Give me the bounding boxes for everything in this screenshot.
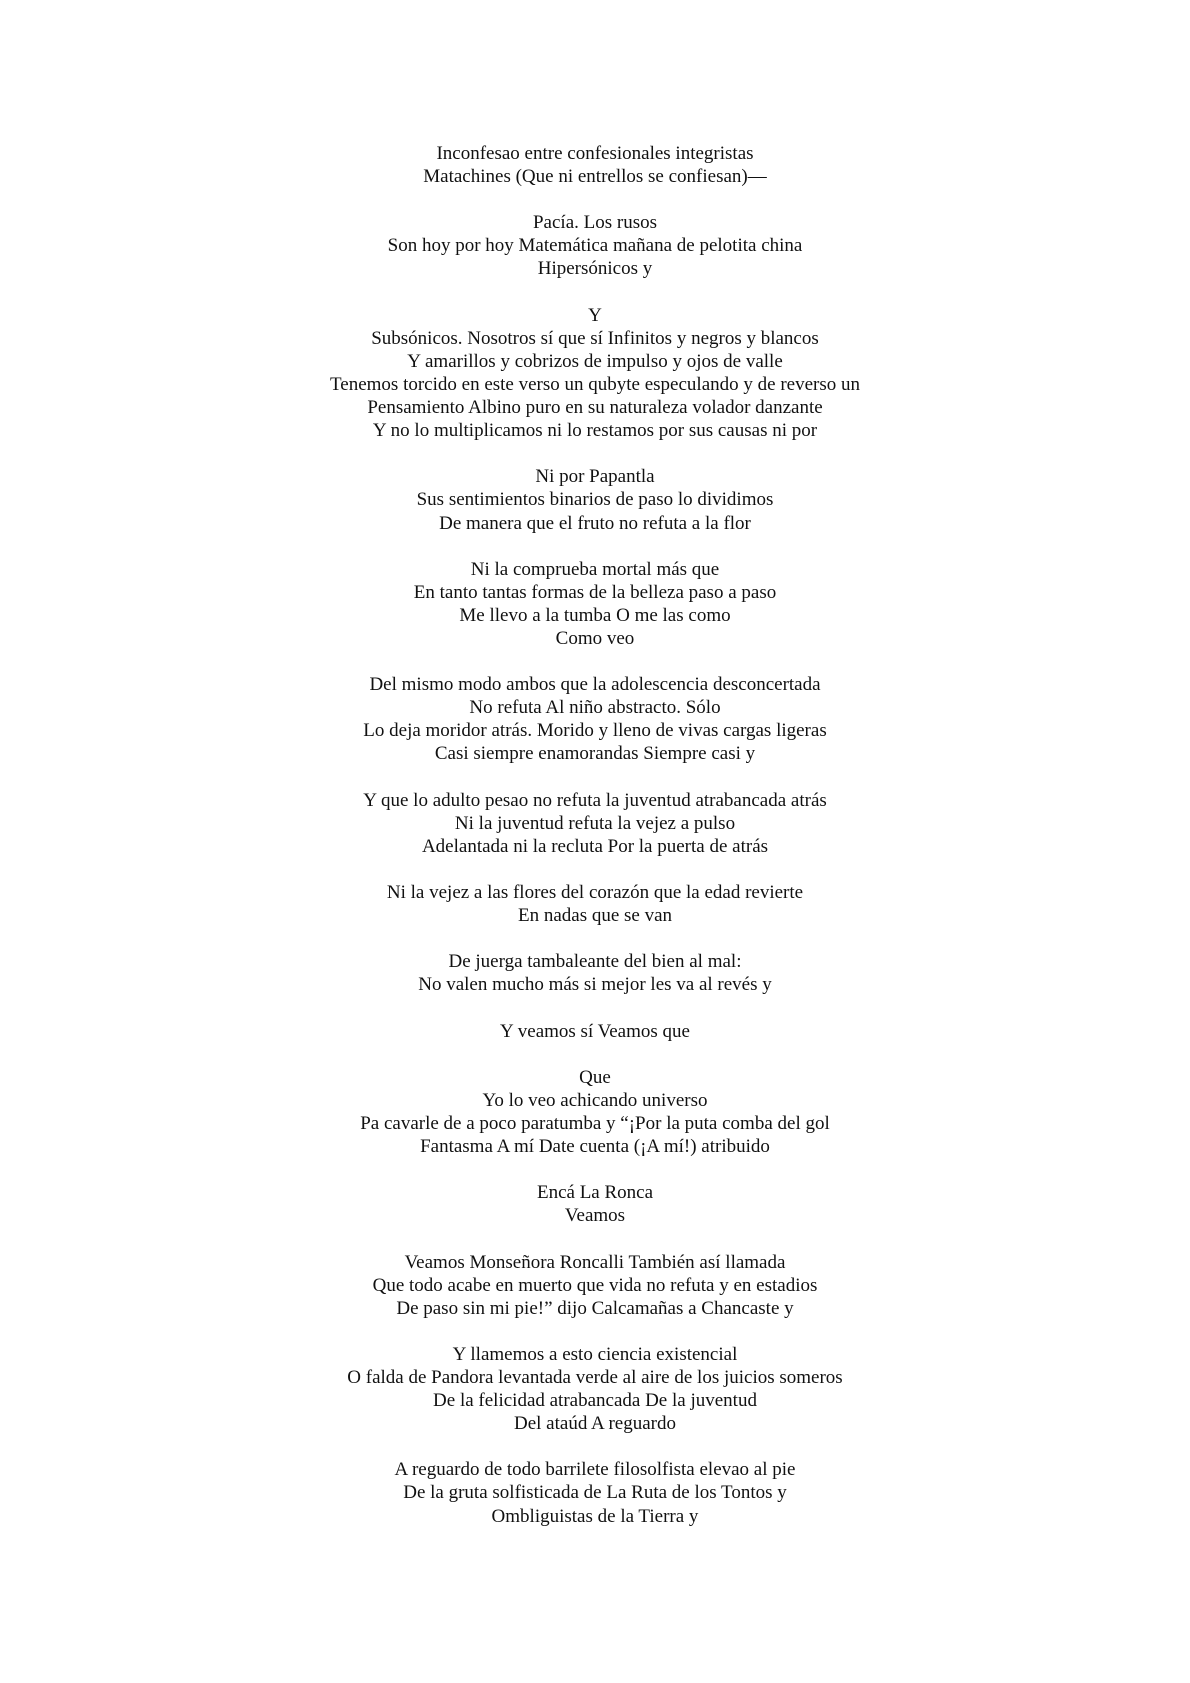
poem-line: De paso sin mi pie!” dijo Calcamañas a Chancaste y [396, 1297, 794, 1319]
poem-line: Inconfesao entre confesionales integristas [436, 143, 754, 164]
poem-line: De la gruta solfisticada de La Ruta de los Tontos y [403, 1482, 787, 1504]
poem-line: Como veo [555, 627, 635, 649]
poem-line: Hipersónicos y [537, 258, 653, 280]
poem-line: Lo deja moridor atrás. Morido y lleno de vivas cargas ligeras [363, 720, 827, 742]
poem-line: Y que lo adulto pesao no refuta la juventud atrabancada atrás [363, 789, 827, 811]
stanza [0, 1343, 1190, 1435]
poem-line: Me llevo a la tumba O me las como [459, 604, 731, 626]
poem-line: Ni por Papantla [535, 466, 655, 488]
poem-line: Del ataúd A reguardo [514, 1413, 676, 1435]
stanza [0, 1181, 1190, 1227]
stanza [0, 789, 1190, 858]
stanza [0, 304, 1190, 443]
poem-line: O falda de Pandora levantada verde al aire de los juicios someros [347, 1366, 843, 1388]
poem-line: Que [579, 1066, 611, 1088]
poem-line: De manera que el fruto no refuta a la flor [439, 512, 751, 534]
poem-line: Adelantada ni la recluta Por la puerta de atrás [421, 835, 769, 857]
stanza [0, 211, 1190, 280]
poem-line: Sus sentimientos binarios de paso lo dividimos [416, 489, 774, 511]
poem-line: Del mismo modo ambos que la adolescencia desconcertada [369, 674, 821, 696]
poem-line: Ombliguistas de la Tierra y [491, 1505, 699, 1527]
poem-line: Pacía. Los rusos [532, 212, 657, 234]
stanza [0, 1458, 1190, 1527]
poem-line: Veamos Monseñora Roncalli También así llamada [404, 1251, 786, 1273]
poem-line: En nadas que se van [517, 905, 673, 927]
poem-line: Ni la juventud refuta la vejez a pulso [454, 812, 736, 834]
poem-line: Y llamemos a esto ciencia existencial [452, 1343, 738, 1365]
poem-line: Que todo acabe en muerto que vida no refuta y en estadios [372, 1274, 818, 1296]
poem-line: Matachines (Que ni entrellos se confiesan)— [423, 166, 767, 188]
stanza [0, 1251, 1190, 1320]
poem-line: Tenemos torcido en este verso un qubyte especulando y de reverso un [330, 373, 860, 395]
poem-line: Y amarillos y cobrizos de impulso y ojos de valle [407, 350, 783, 372]
poem-line: Yo lo veo achicando universo [482, 1089, 708, 1111]
poem-line: Encá La Ronca [536, 1182, 654, 1204]
poem-line: Pa cavarle de a poco paratumba y “¡Por la puta comba del gol [360, 1112, 830, 1134]
stanza [0, 558, 1190, 650]
poem-line: Ni la comprueba mortal más que [470, 558, 720, 580]
poem-body [0, 142, 1190, 1551]
poem-line: Subsónicos. Nosotros sí que sí Infinitos y negros y blancos [371, 327, 819, 349]
poem-line: Son hoy por hoy Matemática mañana de pelotita china [387, 235, 803, 257]
stanza [0, 1020, 1190, 1043]
poem-line: En tanto tantas formas de la belleza paso a paso [413, 581, 777, 603]
poem-line: Y [588, 304, 602, 326]
poem-line: Casi siempre enamorandas Siempre casi y [434, 743, 756, 765]
poem-line: Y veamos sí Veamos que [500, 1020, 690, 1042]
poem-line: No refuta Al niño abstracto. Sólo [469, 697, 721, 719]
poem-line: Fantasma A mí Date cuenta (¡A mí!) atribuido [420, 1136, 770, 1158]
poem-line: Pensamiento Albino puro en su naturaleza volador danzante [367, 397, 823, 419]
poem-line: De la felicidad atrabancada De la juventud [433, 1390, 757, 1412]
poem-line: No valen mucho más si mejor les va al revés y [418, 974, 772, 996]
stanza [0, 950, 1190, 996]
stanza [0, 673, 1190, 765]
poem-line: A reguardo de todo barrilete filosolfista elevao al pie [394, 1459, 796, 1481]
stanza [0, 1066, 1190, 1158]
stanza [0, 142, 1190, 188]
poem-line: Veamos [564, 1205, 626, 1227]
poem-line: Y no lo multiplicamos ni lo restamos por sus causas ni por [372, 420, 818, 442]
stanza [0, 465, 1190, 534]
poem-line: Ni la vejez a las flores del corazón que la edad revierte [386, 882, 804, 903]
stanza [0, 881, 1190, 927]
poem-line: De juerga tambaleante del bien al mal: [448, 951, 742, 973]
